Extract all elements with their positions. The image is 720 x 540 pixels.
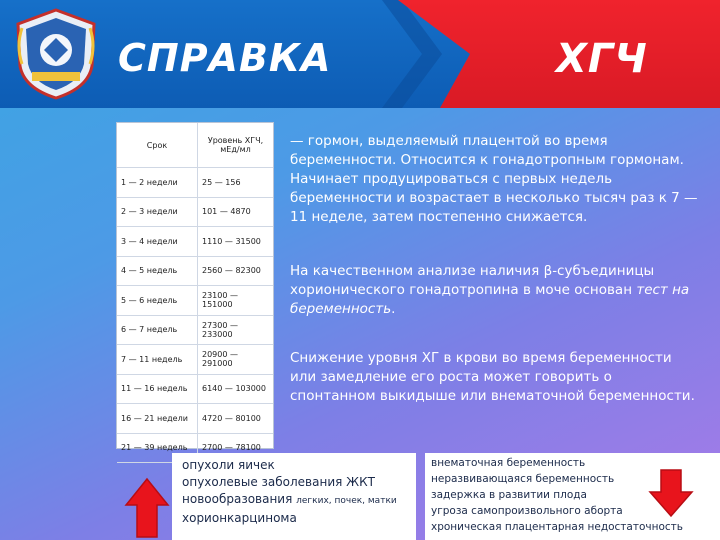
table-cell-term: 4 — 5 недель [117, 256, 198, 286]
table-row [117, 374, 273, 404]
table-cell-term: 1 — 2 недели [117, 168, 198, 198]
page-title-right: ХГЧ [556, 36, 648, 82]
decrease-cause-item: хроническая плацентарная недостаточность [431, 521, 683, 533]
hcg-levels-table [116, 122, 274, 453]
table-cell-term: 21 — 39 недель [117, 433, 198, 463]
table-cell-term: 11 — 16 недель [117, 374, 198, 404]
table-cell-level: 25 — 156 [198, 168, 274, 198]
table-row [117, 227, 273, 257]
decrease-cause-item: неразвивающаяся беременность [431, 473, 615, 485]
table-row [117, 404, 273, 434]
pregnancy-test-paragraph [290, 262, 700, 319]
table-header-term: Срок [117, 123, 198, 168]
increase-cause-item: опухоли яичек [182, 458, 275, 472]
decrease-cause-item: внематочная беременность [431, 457, 586, 469]
pregnancy-test-term: тест на беременность [290, 282, 690, 317]
increase-cause-main: новообразования [182, 492, 297, 506]
pregnancy-test-text: На качественном анализе наличия β-субъединицы хорионического гонадотропина в моче основан [290, 263, 655, 298]
table-cell-term: 16 — 21 недели [117, 404, 198, 434]
table-row [117, 315, 273, 345]
hcg-increase-causes [172, 453, 416, 540]
table-cell-level: 1110 — 31500 [198, 227, 274, 257]
table-cell-level: 6140 — 103000 [198, 374, 274, 404]
table-header-level: Уровень ХГЧ, мЕд/мл [198, 123, 274, 168]
table-cell-term: 2 — 3 недели [117, 197, 198, 227]
table-cell-term: 6 — 7 недель [117, 315, 198, 345]
table-row [117, 256, 273, 286]
increase-cause-item: опухолевые заболевания ЖКТ [182, 475, 375, 489]
arrow-down-icon [648, 468, 694, 518]
increase-cause-detail: легких, почек, матки [296, 496, 397, 506]
hcg-definition-paragraph: — гормон, выделяемый плацентой во время беременности. Относится к гонадотропным гормонам. Начинает продуцироваться с первых недель беременности и возрастает в несколько тысяч раз к 7 — 11 неделе, затем постепенно снижается. [290, 133, 698, 225]
table-row [117, 345, 273, 375]
table-cell-level: 2560 — 82300 [198, 256, 274, 286]
decrease-cause-item: угроза самопроизвольного аборта [431, 505, 623, 517]
table-cell-level: 4720 — 80100 [198, 404, 274, 434]
table-cell-term: 7 — 11 недель [117, 345, 198, 375]
hcg-decrease-paragraph: Снижение уровня ХГ в крови во время беременности или замедление его роста может говорить о спонтанном выкидыше или внематочной беременности. [290, 350, 695, 404]
table-cell-level: 20900 — 291000 [198, 345, 274, 375]
table-cell-term: 5 — 6 недель [117, 286, 198, 316]
table-row [117, 286, 273, 316]
arrow-up-icon [124, 477, 170, 539]
increase-cause-item [182, 491, 406, 510]
university-emblem-icon [8, 6, 104, 102]
page-title-left: СПРАВКА [118, 36, 332, 80]
table-cell-level: 23100 — 151000 [198, 286, 274, 316]
pregnancy-test-end: . [391, 301, 396, 317]
increase-cause-item: хорионкарцинома [182, 511, 297, 525]
table-cell-level: 101 — 4870 [198, 197, 274, 227]
table-row [117, 197, 273, 227]
table-row [117, 168, 273, 198]
table-cell-level: 2700 — 78100 [198, 433, 274, 463]
table-cell-level: 27300 — 233000 [198, 315, 274, 345]
table-cell-term: 3 — 4 недели [117, 227, 198, 257]
decrease-cause-item: задержка в развитии плода [431, 489, 587, 501]
